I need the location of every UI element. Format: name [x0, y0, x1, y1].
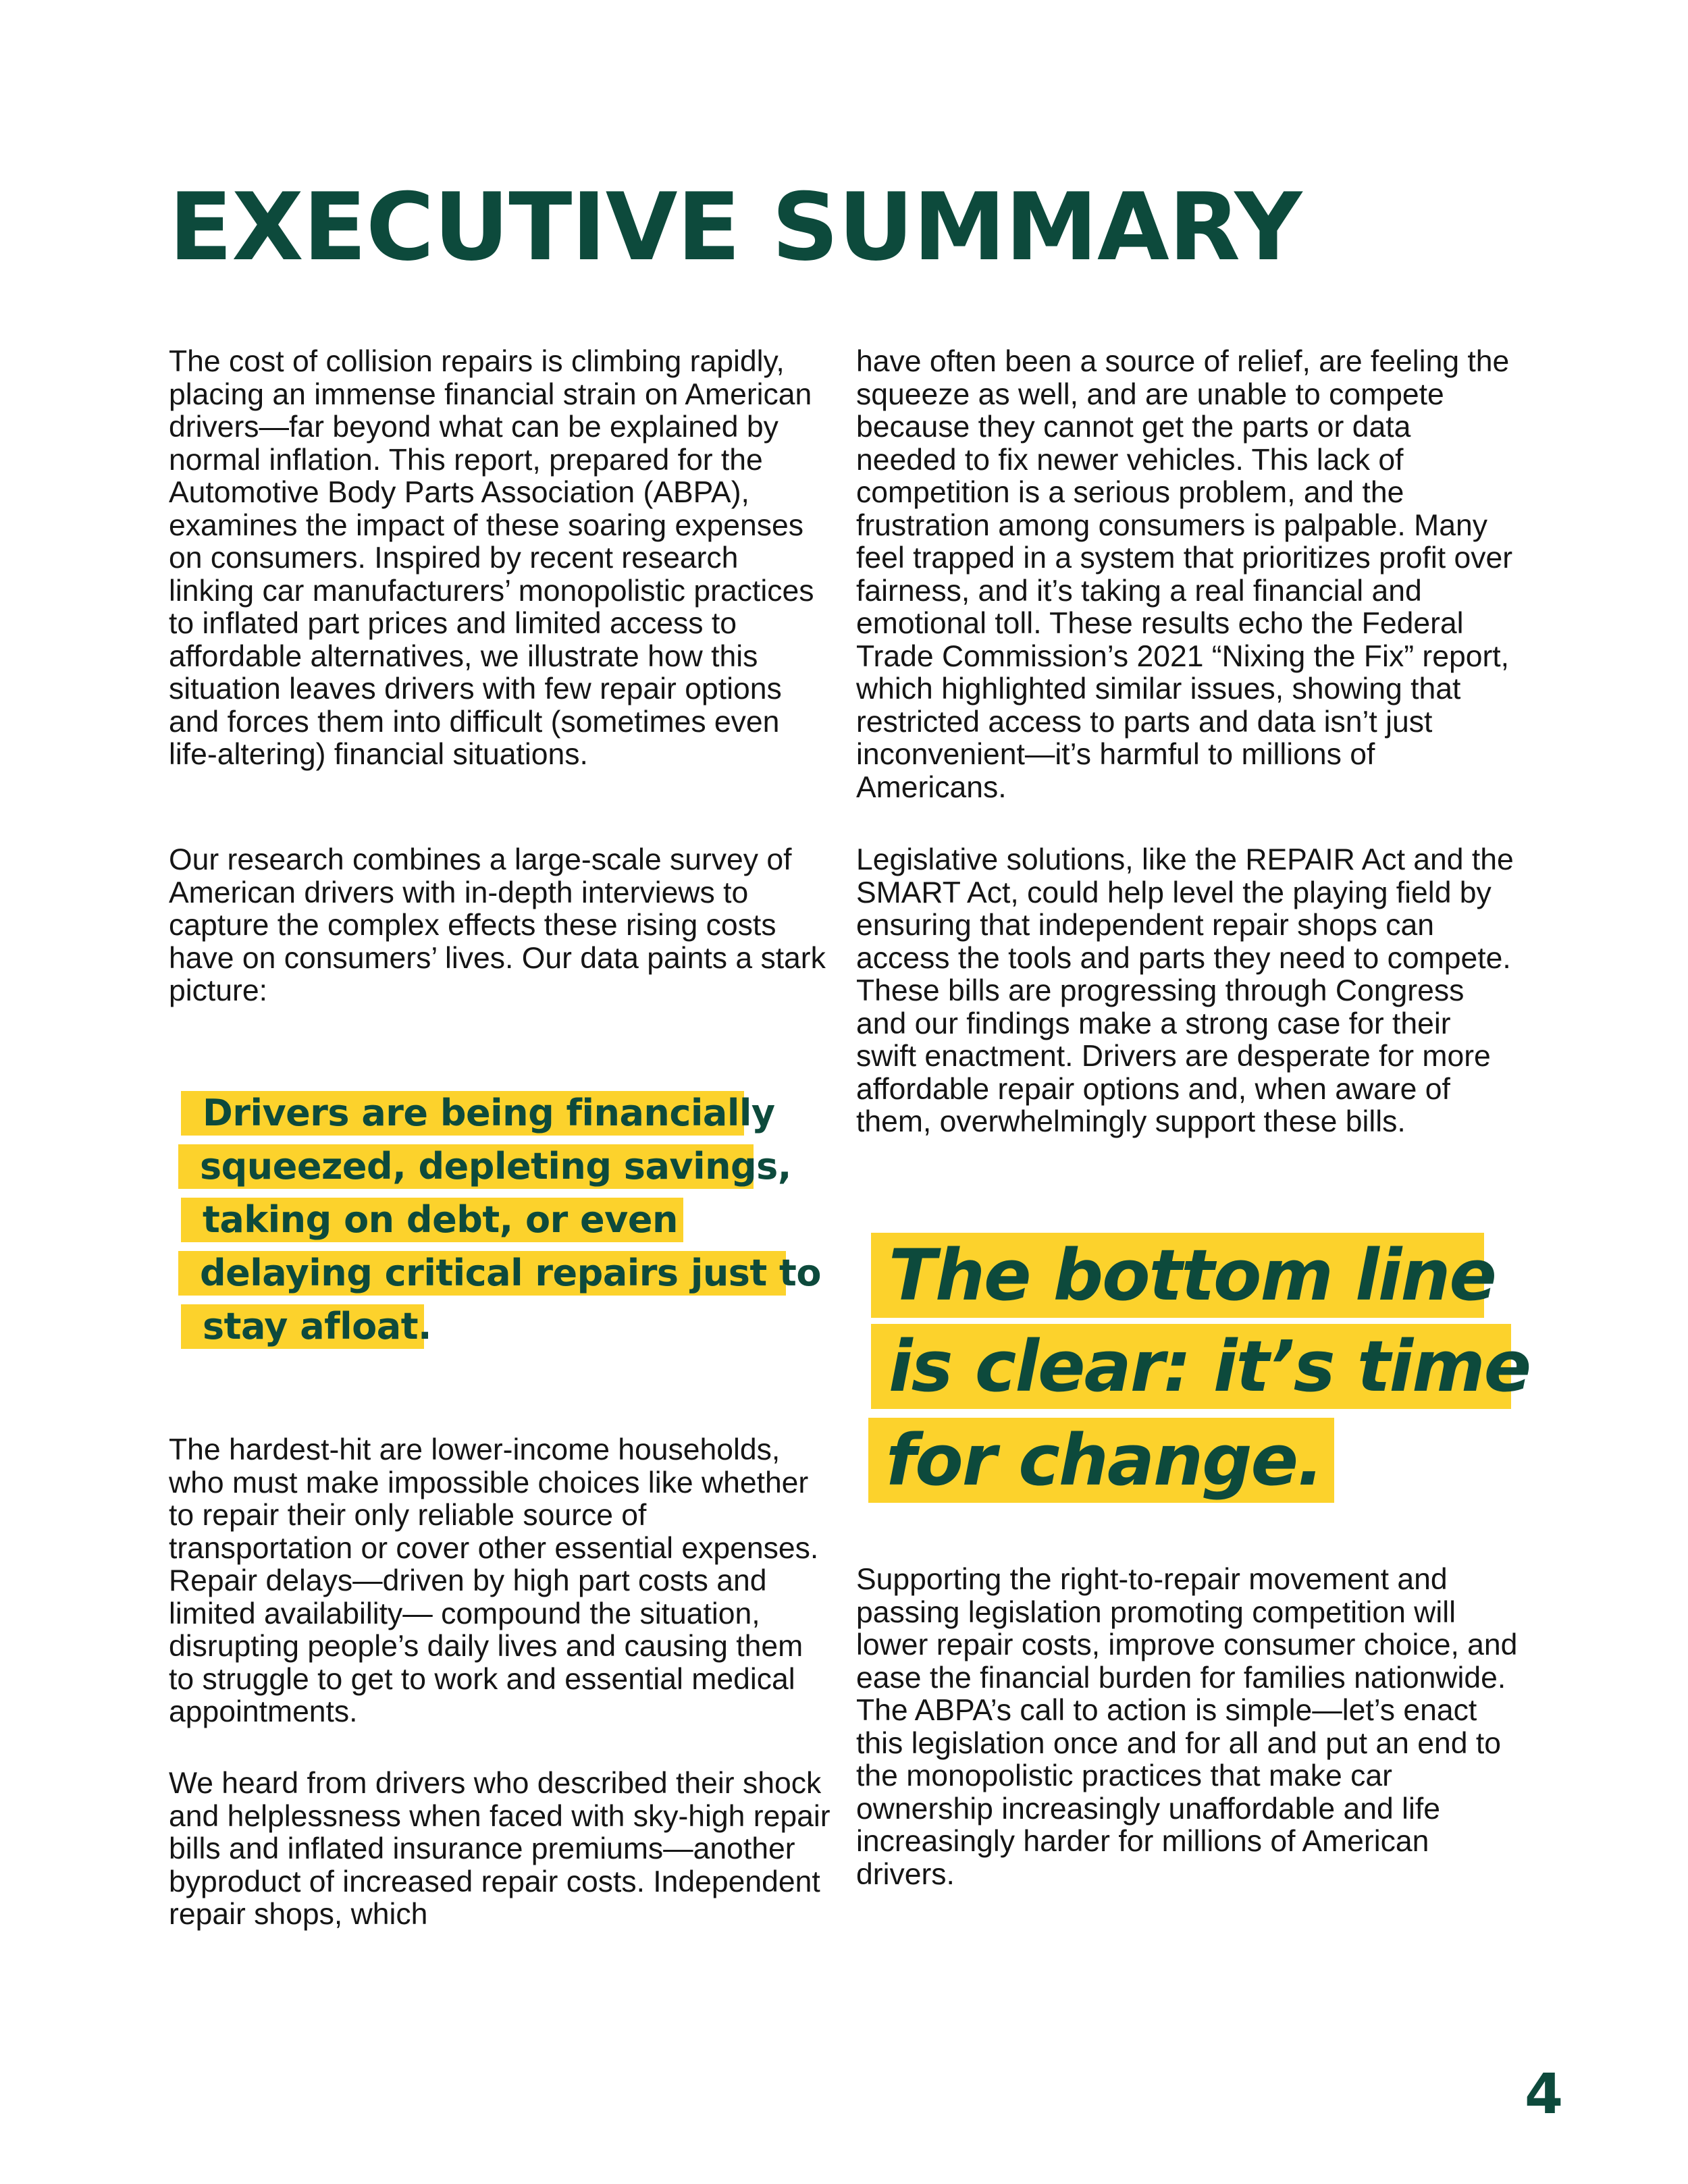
- right-callout-line: is clear: it’s time: [871, 1324, 1511, 1409]
- left-paragraph-research: Our research combines a large-scale survey of American drivers with in-depth interviews to capture the complex effects these rising costs have on consumers’ lives. Our data paints a stark picture:: [169, 843, 826, 1007]
- right-paragraph-call-to-action: Supporting the right-to-repair movement and passing legislation promoting competition will lower repair costs, improve consumer choice, and ease the financial burden for families nationwide. The ABPA’s call to action is simple—let’s enact this legislation once and for all and put an end to the monopolistic practices that make car ownership increasingly unaffordable and life increasingly harder for millions of American drivers.: [856, 1563, 1518, 1891]
- right-callout-line: The bottom line: [871, 1233, 1484, 1318]
- left-paragraph-drivers: We heard from drivers who described their shock and helplessness when faced with sky-high repair bills and inflated insurance premiums—another byproduct of increased repair costs. Independent repair shops, which: [169, 1767, 830, 1931]
- left-callout-line: taking on debt, or even: [181, 1198, 683, 1242]
- left-callout-line: stay afloat.: [181, 1304, 424, 1349]
- left-callout-line: delaying critical repairs just to: [178, 1251, 786, 1296]
- left-callout-line: Drivers are being financially: [181, 1091, 744, 1136]
- right-paragraph-legislation: Legislative solutions, like the REPAIR Act and the SMART Act, could help level the playing field by ensuring that independent repair shops can access the tools and parts they need to compete. These bills are progressing through Congress and our findings make a strong case for their swift enactment. Drivers are desperate for more affordable repair options and, when aware of them, overwhelmingly support these bills.: [856, 843, 1514, 1138]
- right-callout-line: for change.: [868, 1418, 1334, 1503]
- page-title: EXECUTIVE SUMMARY: [169, 173, 1302, 282]
- left-callout-line: squeezed, depleting savings,: [178, 1144, 754, 1189]
- left-paragraph-intro: The cost of collision repairs is climbing rapidly, placing an immense financial strain on American drivers—far beyond what can be explained by normal inflation. This report, prepared for the Automotive Body Parts Association (ABPA), examines the impact of these soaring expenses on consumers. Inspired by recent research linking car manufacturers’ monopolistic practices to inflated part prices and limited access to affordable alternatives, we illustrate how this situation leaves drivers with few repair options and forces them into difficult (sometimes even life-altering) financial situations.: [169, 345, 814, 771]
- left-paragraph-households: The hardest-hit are lower-income households, who must make impossible choices like whether to repair their only reliable source of transportation or cover other essential expenses. Repair delays—driven by high part costs and limited availability— compound the situation, disrupting people’s daily lives and causing them to struggle to get to work and essential medical appointments.: [169, 1433, 819, 1728]
- page-number: 4: [1525, 2062, 1564, 2127]
- right-paragraph-competition: have often been a source of relief, are feeling the squeeze as well, and are unable to compete because they cannot get the parts or data needed to fix newer vehicles. This lack of competition is a serious problem, and the frustration among consumers is palpable. Many feel trapped in a system that prioritizes profit over fairness, and it’s taking a real financial and emotional toll. These results echo the Federal Trade Commission’s 2021 “Nixing the Fix” report, which highlighted similar issues, showing that restricted access to parts and data isn’t just inconvenient—it’s harmful to millions of Americans.: [856, 345, 1513, 804]
